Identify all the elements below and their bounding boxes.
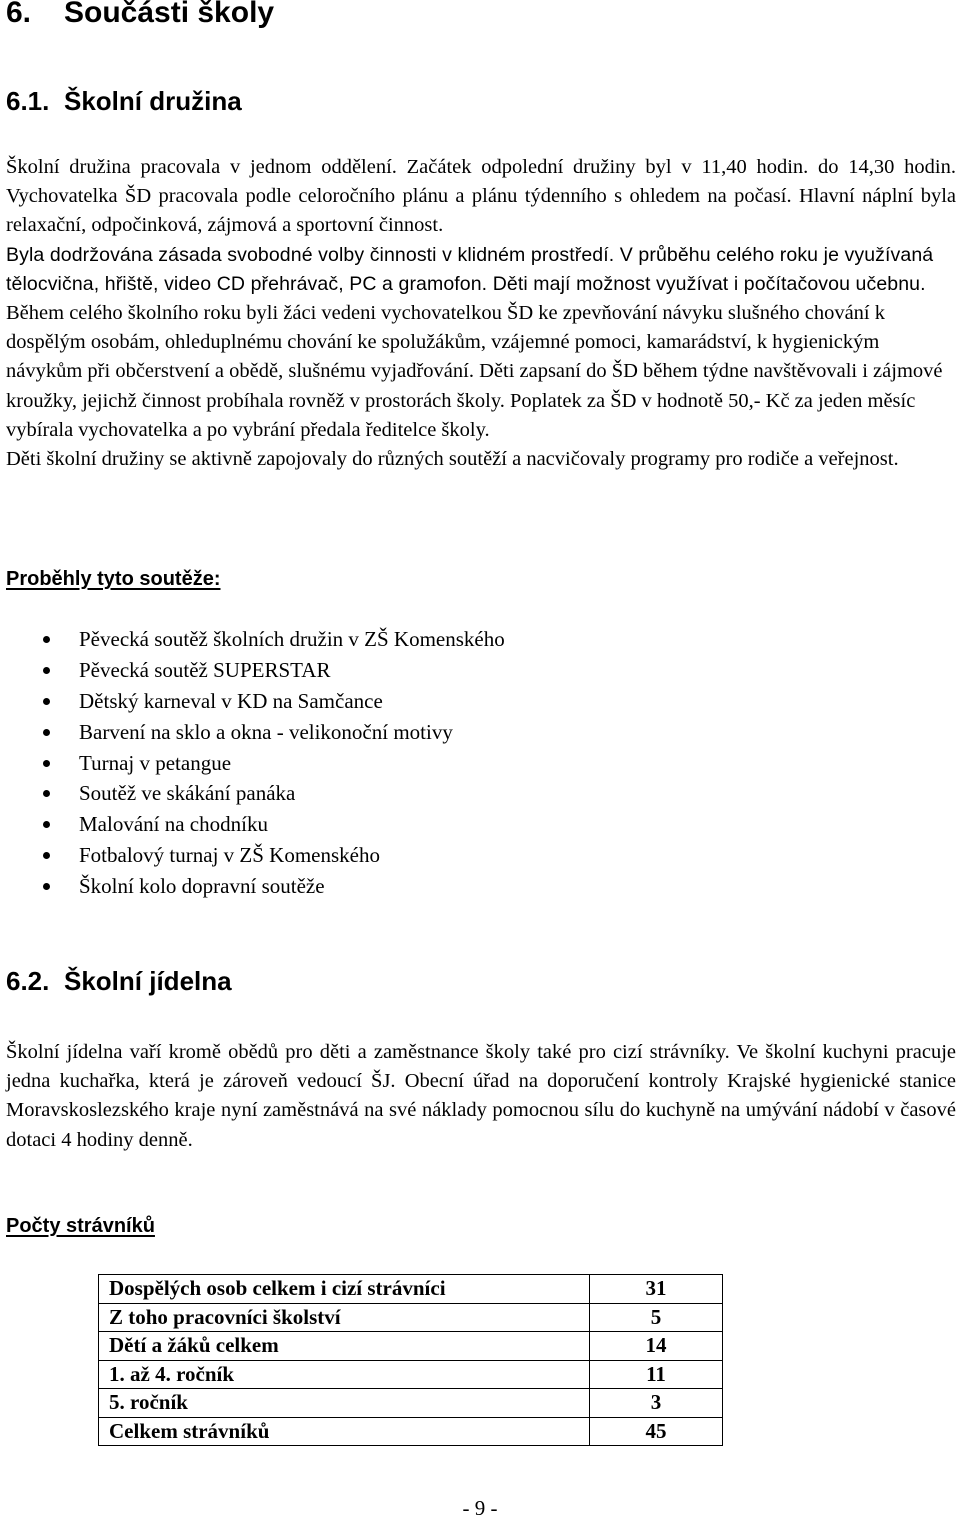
druzina-paragraph-1: Školní družina pracovala v jednom oddělení. Začátek odpolední družiny byl v 11,40 hodin. do 14,30 hodin. Vychovatelka ŠD pracovala podle celoročního plánu a plánu týdenního s ohledem na počasí. Hlavní náplní byla relaxační, odpočinková, zájmová a sportovní činnost.: [6, 156, 956, 237]
bullet-icon: [43, 852, 50, 859]
table-cell-label: 5. ročník: [99, 1389, 590, 1418]
table-row: [99, 1360, 723, 1389]
list-item: [0, 809, 505, 840]
list-item-text: Soutěž ve skákání panáka: [79, 781, 296, 806]
table-cell-value: 11: [590, 1360, 723, 1389]
jidelna-paragraph: Školní jídelna vaří kromě obědů pro děti a zaměstnance školy také pro cizí strávníky. Ve školní kuchyni pracuje jedna kuchařka, která je zároveň vedoucí ŠJ. Obecní úřad na doporučení kontroly Krajské hygienické stanice Moravskoslezského kraje nyní zaměstnává na své náklady pomocnou sílu do kuchyně na umývání nádobí v časové dotaci 4 hodiny denně.: [6, 1041, 956, 1151]
bullet-icon: [43, 790, 50, 797]
list-item-text: Malování na chodníku: [79, 812, 268, 837]
list-item: [0, 717, 505, 748]
table-cell-value: 45: [590, 1417, 723, 1446]
bullet-icon: [43, 667, 50, 674]
table-cell-value: 14: [590, 1332, 723, 1361]
list-item-text: Školní kolo dopravní soutěže: [79, 874, 325, 899]
table-row: [99, 1389, 723, 1418]
table-cell-value: 3: [590, 1389, 723, 1418]
bullet-icon: [43, 883, 50, 890]
bullet-icon: [43, 729, 50, 736]
subsection-number: 6.1.: [6, 86, 50, 116]
list-item: [0, 840, 505, 871]
page-number: - 9 -: [462, 1496, 498, 1520]
list-item: [0, 655, 505, 686]
list-item: [0, 748, 505, 779]
table-cell-label: Dětí a žáků celkem: [99, 1332, 590, 1361]
list-item-text: Pěvecká soutěž SUPERSTAR: [79, 657, 331, 682]
list-item-text: Barvení na sklo a okna - velikonoční motivy: [79, 719, 453, 744]
list-item-text: Fotbalový turnaj v ZŠ Komenského: [79, 843, 380, 868]
table-row: [99, 1303, 723, 1332]
bullet-icon: [43, 760, 50, 767]
list-item-text: Pěvecká soutěž školních družin v ZŠ Komenského: [79, 627, 505, 651]
section-number: 6.: [6, 0, 32, 29]
subsection-heading-druzina: [6, 86, 242, 116]
subsection-heading-jidelna: [6, 966, 232, 996]
table-cell-label: Z toho pracovníci školství: [99, 1303, 590, 1332]
table-cell-value: 31: [590, 1275, 723, 1304]
table-row: [99, 1417, 723, 1446]
subsection-title: Školní jídelna: [64, 966, 232, 996]
druzina-paragraph-2: Byla dodržována zásada svobodné volby činnosti v klidném prostředí. V průběhu celého roku je využívaná tělocvična, hřiště, video CD přehrávač, PC a gramofon. Děti mají možnost využívat i počítačovou učebnu.: [6, 243, 934, 295]
list-item: [0, 778, 505, 809]
competitions-list: [0, 624, 505, 902]
table-row: [99, 1332, 723, 1361]
table-heading: Počty strávníků: [6, 1215, 155, 1237]
list-item-text: Turnaj v petangue: [79, 750, 232, 775]
section-title: Součásti školy: [64, 0, 275, 29]
table-cell-label: Celkem strávníků: [99, 1417, 590, 1446]
bullet-icon: [43, 821, 50, 828]
table-cell-value: 5: [590, 1303, 723, 1332]
table-row: [99, 1275, 723, 1304]
table-cell-label: Dospělých osob celkem i cizí strávníci: [99, 1275, 590, 1304]
druzina-paragraph-4: Děti školní družiny se aktivně zapojovaly do různých soutěží a nacvičovaly programy pro rodiče a veřejnost.: [6, 448, 899, 471]
jidelna-text: [6, 1038, 956, 1155]
table-cell-label: 1. až 4. ročník: [99, 1360, 590, 1389]
bullet-icon: [43, 636, 50, 643]
diners-table: [98, 1274, 723, 1446]
section-heading: [6, 0, 274, 30]
competitions-heading: Proběhly tyto soutěže:: [6, 568, 221, 590]
list-item: [0, 624, 505, 655]
druzina-text: [6, 153, 956, 474]
list-item: [0, 871, 505, 902]
subsection-title: Školní družina: [64, 86, 242, 116]
subsection-number: 6.2.: [6, 966, 50, 996]
bullet-icon: [43, 698, 50, 705]
list-item-text: Dětský karneval v KD na Samčance: [79, 688, 383, 713]
druzina-paragraph-3: Během celého školního roku byli žáci vedeni vychovatelkou ŠD ke zpevňování návyku slušného chování k dospělým osobám, ohleduplnému chování ke spolužákům, vzájemné pomoci, kamarádství, k hygienickým návykům při občerstvení a obědě, slušnému vyjadřování. Děti zapsaní do ŠD během týdne navštěvovali i zájmové kroužky, jejichž činnost probíhala rovněž v prostorách školy. Poplatek za ŠD v hodnotě 50,- Kč za jeden měsíc vybírala vychovatelka a po vybrání předala ředitelce školy.: [6, 302, 943, 441]
list-item: [0, 686, 505, 717]
